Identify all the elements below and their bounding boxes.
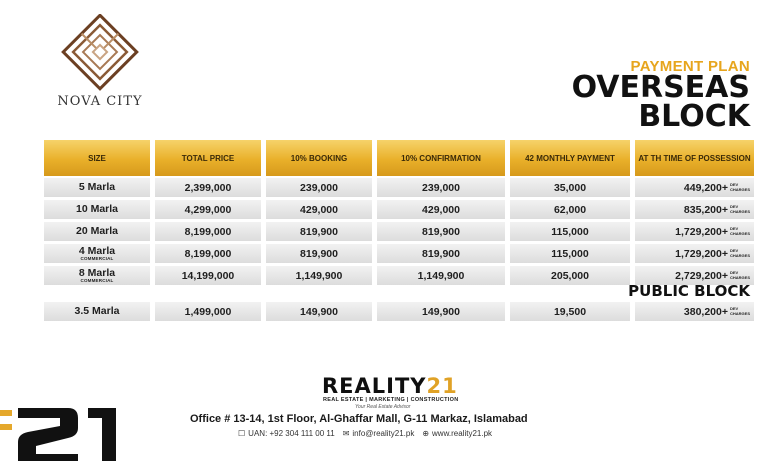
total-price-cell: 8,199,000 bbox=[155, 244, 261, 263]
booking-cell: 1,149,900 bbox=[266, 266, 372, 285]
header-possession: AT TH TIME OF POSSESSION bbox=[635, 140, 754, 176]
booking-cell: 819,900 bbox=[266, 222, 372, 241]
size-cell bbox=[44, 222, 150, 241]
confirmation-cell: 819,900 bbox=[377, 222, 505, 241]
total-price-cell: 1,499,000 bbox=[155, 302, 261, 321]
size-label: 3.5 Marla bbox=[74, 305, 120, 317]
possession-cell bbox=[635, 178, 754, 197]
big-21-mark-icon bbox=[0, 402, 124, 461]
size-label: 4 Marla bbox=[78, 244, 116, 257]
booking-cell: 239,000 bbox=[266, 178, 372, 197]
company-tagline: REAL ESTATE | MARKETING | CONSTRUCTION bbox=[323, 397, 459, 403]
total-price-cell: 4,299,000 bbox=[155, 200, 261, 219]
total-price-cell: 2,399,000 bbox=[155, 178, 261, 197]
possession-value: 1,729,200+ bbox=[675, 225, 728, 238]
payment-plan-label: PAYMENT PLAN bbox=[630, 58, 750, 75]
monthly-cell: 35,000 bbox=[510, 178, 630, 197]
monthly-cell: 205,000 bbox=[510, 266, 630, 285]
monthly-cell: 62,000 bbox=[510, 200, 630, 219]
dev-charges-note: DEV CHARGES bbox=[729, 182, 750, 192]
globe-icon: ⊕ bbox=[422, 429, 430, 438]
booking-cell: 149,900 bbox=[266, 302, 372, 321]
monthly-cell: 19,500 bbox=[510, 302, 630, 321]
size-sub-label: COMMERCIAL bbox=[80, 277, 114, 283]
confirmation-cell: 239,000 bbox=[377, 178, 505, 197]
possession-value: 449,200+ bbox=[683, 181, 728, 194]
size-label: 10 Marla bbox=[75, 203, 119, 215]
brand-name: NOVA CITY bbox=[57, 94, 143, 109]
logo-word: REALITY bbox=[322, 374, 427, 398]
size-cell bbox=[44, 178, 150, 197]
size-cell bbox=[44, 200, 150, 219]
email-contact[interactable] bbox=[343, 429, 415, 438]
logo-number: 21 bbox=[426, 374, 458, 398]
header-confirmation: 10% CONFIRMATION bbox=[377, 140, 505, 176]
booking-cell: 819,900 bbox=[266, 244, 372, 263]
email-icon: ✉ bbox=[342, 429, 350, 438]
title-line-2: BLOCK bbox=[638, 99, 750, 134]
email-text[interactable]: info@reality21.pk bbox=[352, 429, 415, 438]
dev-charges-note: DEV CHARGES bbox=[729, 248, 750, 258]
possession-cell bbox=[635, 244, 754, 263]
advisor-tagline: Your Real Estate Advisor bbox=[355, 404, 411, 410]
title-line-1: OVERSEAS bbox=[571, 70, 750, 105]
nova-city-logo bbox=[40, 14, 160, 112]
dev-charges-note: DEV CHARGES bbox=[729, 204, 750, 214]
possession-cell bbox=[635, 200, 754, 219]
confirmation-cell: 429,000 bbox=[377, 200, 505, 219]
header-size: SIZE bbox=[44, 140, 150, 176]
size-cell bbox=[44, 266, 150, 285]
size-cell bbox=[44, 244, 150, 263]
dev-charges-note: DEV CHARGES bbox=[729, 306, 750, 316]
possession-cell bbox=[635, 302, 754, 321]
size-label: 8 Marla bbox=[78, 266, 116, 279]
total-price-cell: 14,199,000 bbox=[155, 266, 261, 285]
confirmation-cell: 819,900 bbox=[377, 244, 505, 263]
possession-cell bbox=[635, 222, 754, 241]
header-total-price: TOTAL PRICE bbox=[155, 140, 261, 176]
size-label: 20 Marla bbox=[75, 225, 119, 237]
dev-charges-note: DEV CHARGES bbox=[729, 270, 750, 280]
office-address: Office # 13-14, 1st Floor, Al-Ghaffar Mall, G-11 Markaz, Islamabad bbox=[190, 413, 528, 425]
uan-contact bbox=[238, 429, 335, 438]
website-text[interactable]: www.reality21.pk bbox=[432, 429, 493, 438]
phone-icon: ☐ bbox=[238, 429, 246, 438]
possession-value: 835,200+ bbox=[683, 203, 728, 216]
possession-value: 2,729,200+ bbox=[675, 269, 728, 282]
monthly-cell: 115,000 bbox=[510, 244, 630, 263]
confirmation-cell: 1,149,900 bbox=[377, 266, 505, 285]
total-price-cell: 8,199,000 bbox=[155, 222, 261, 241]
uan-text: UAN: +92 304 111 00 11 bbox=[248, 429, 335, 438]
confirmation-cell: 149,900 bbox=[377, 302, 505, 321]
page-title bbox=[571, 70, 750, 134]
possession-value: 1,729,200+ bbox=[675, 247, 728, 260]
size-label: 5 Marla bbox=[78, 181, 116, 193]
website-contact[interactable] bbox=[422, 429, 492, 438]
size-sub-label: COMMERCIAL bbox=[80, 255, 114, 261]
dev-charges-note: DEV CHARGES bbox=[729, 226, 750, 236]
contact-row bbox=[238, 429, 492, 438]
monthly-cell: 115,000 bbox=[510, 222, 630, 241]
possession-value: 380,200+ bbox=[683, 305, 728, 318]
public-block-title: PUBLIC BLOCK bbox=[628, 282, 750, 300]
diamond-logo-icon bbox=[52, 14, 148, 94]
header-monthly-payment: 42 MONTHLY PAYMENT bbox=[510, 140, 630, 176]
size-cell bbox=[44, 302, 150, 321]
header-booking: 10% BOOKING bbox=[266, 140, 372, 176]
booking-cell: 429,000 bbox=[266, 200, 372, 219]
reality21-logo bbox=[322, 374, 458, 398]
